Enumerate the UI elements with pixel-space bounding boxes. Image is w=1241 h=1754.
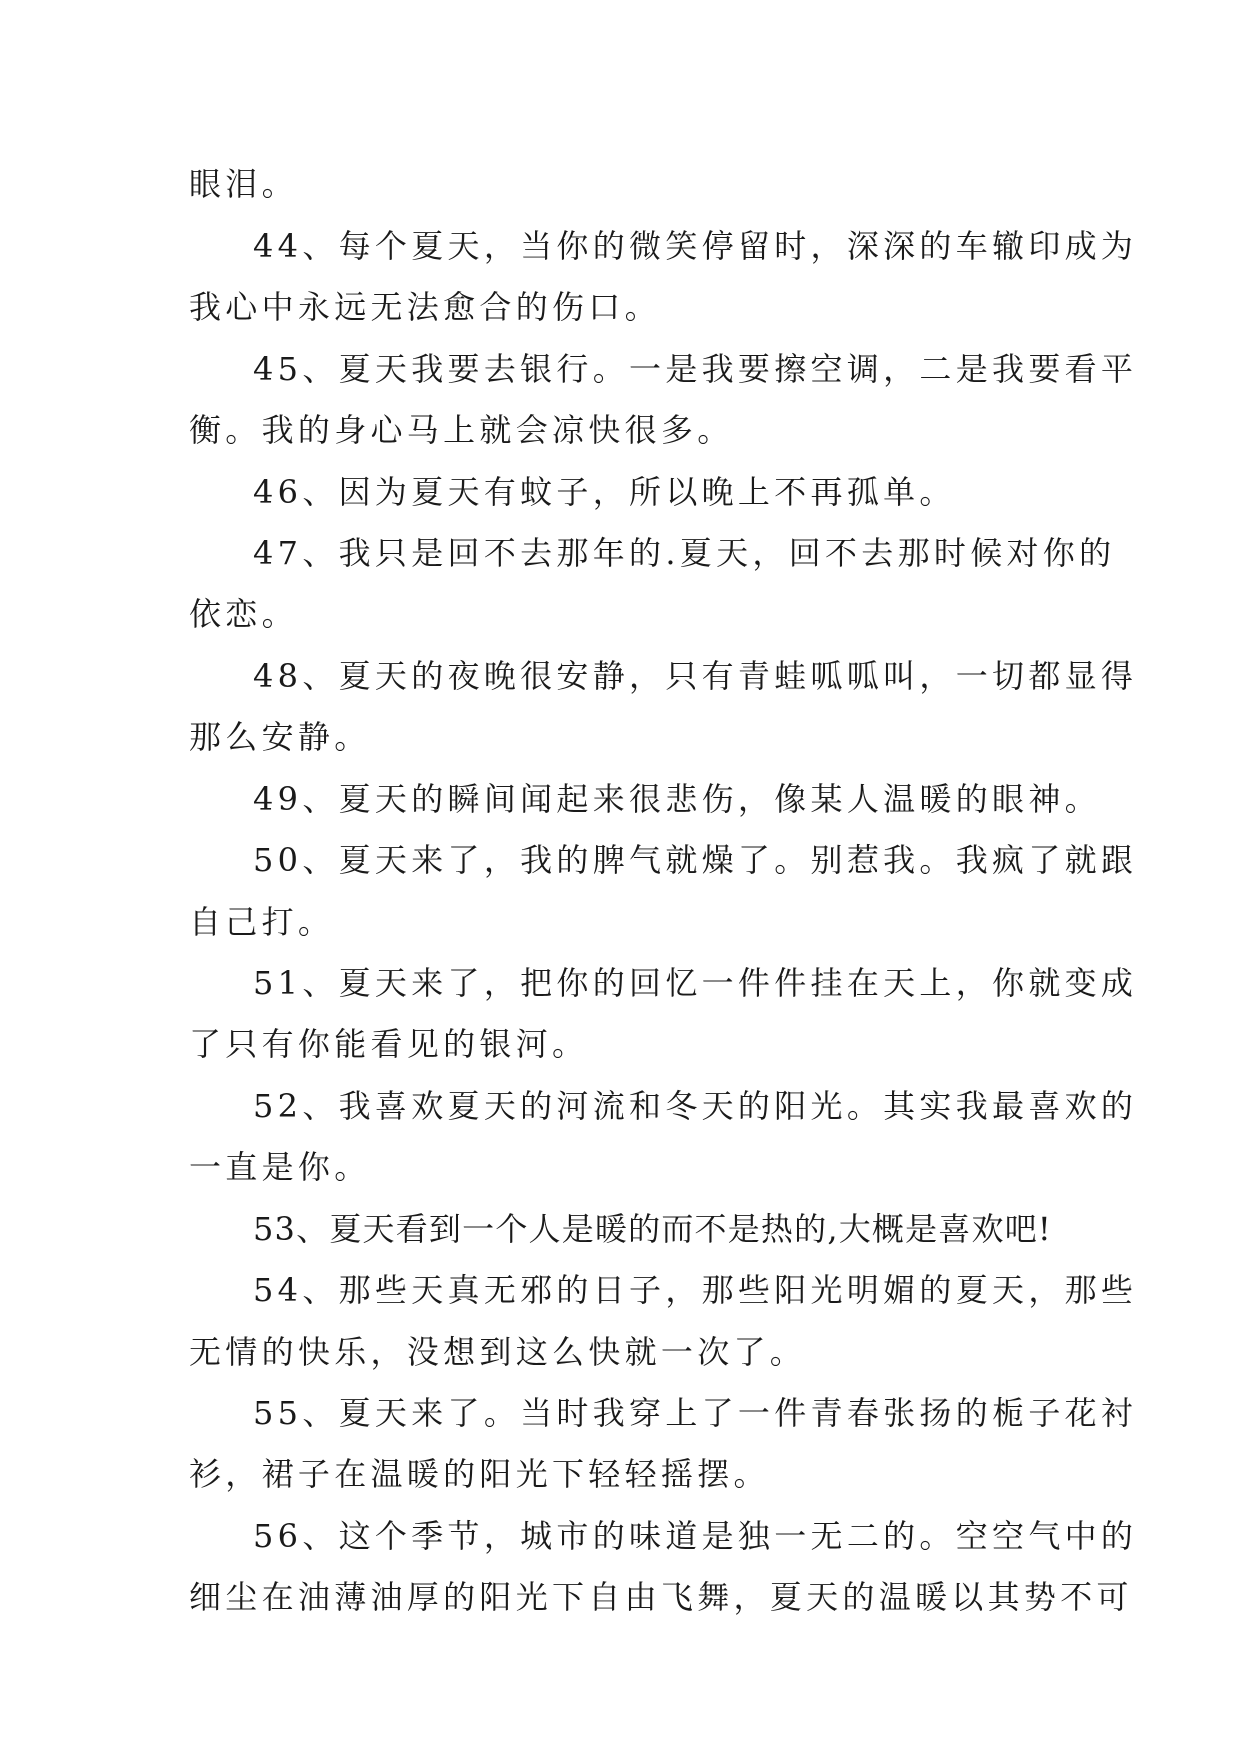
text-line: 48、夏天的夜晚很安静，只有青蛙呱呱叫，一切都显得	[253, 657, 1138, 695]
text-line: 47、我只是回不去那年的.夏天，回不去那时候对你的	[253, 534, 1116, 572]
text-line: 52、我喜欢夏天的河流和冬天的阳光。其实我最喜欢的	[253, 1087, 1138, 1125]
text-line: 51、夏天来了，把你的回忆一件件挂在天上，你就变成	[253, 964, 1138, 1002]
text-line: 眼泪。	[189, 165, 298, 203]
text-line: 55、夏天来了。当时我穿上了一件青春张扬的栀子花衬	[253, 1394, 1138, 1432]
text-line: 53、夏天看到一个人是暖的而不是热的,大概是喜欢吧!	[253, 1210, 1052, 1248]
text-line: 56、这个季节，城市的味道是独一无二的。空空气中的	[253, 1517, 1138, 1555]
text-line: 衫，裙子在温暖的阳光下轻轻摇摆。	[189, 1455, 770, 1493]
text-line: 自己打。	[189, 903, 335, 941]
text-line: 我心中永远无法愈合的伤口。	[189, 288, 661, 326]
text-line: 了只有你能看见的银河。	[189, 1025, 589, 1063]
text-line: 49、夏天的瞬间闻起来很悲伤，像某人温暖的眼神。	[253, 780, 1101, 818]
text-line: 44、每个夏天，当你的微笑停留时，深深的车辙印成为	[253, 227, 1138, 265]
text-line: 衡。我的身心马上就会凉快很多。	[189, 411, 734, 449]
text-line: 45、夏天我要去银行。一是我要擦空调，二是我要看平	[253, 350, 1138, 388]
text-line: 一直是你。	[189, 1148, 371, 1186]
text-line: 50、夏天来了，我的脾气就燥了。别惹我。我疯了就跟	[253, 841, 1138, 879]
text-line: 那么安静。	[189, 718, 371, 756]
text-line: 依恋。	[189, 595, 298, 633]
text-line: 46、因为夏天有蚊子，所以晚上不再孤单。	[253, 473, 956, 511]
text-line: 无情的快乐，没想到这么快就一次了。	[189, 1333, 807, 1371]
text-line: 54、那些天真无邪的日子，那些阳光明媚的夏天，那些	[253, 1271, 1138, 1309]
text-line: 细尘在油薄油厚的阳光下自由飞舞，夏天的温暖以其势不可	[189, 1578, 1133, 1616]
